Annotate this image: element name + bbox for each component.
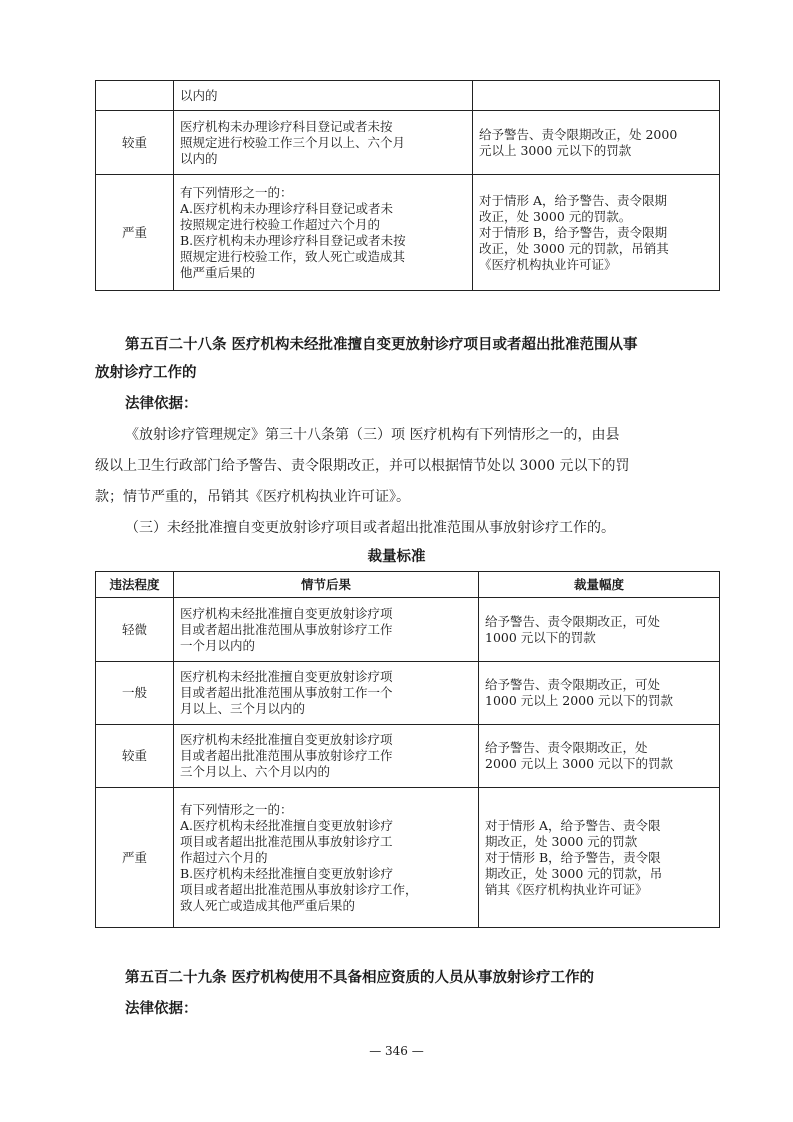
circumstance-line: A.医疗机构未经批准擅自变更放射诊疗 [180, 817, 394, 833]
penalty-line: 改正，处 3000 元的罚款，吊销其 [479, 240, 669, 256]
circumstance-line: 照规定进行校验工作三个月以上、六个月 [180, 134, 406, 150]
violation-level-cell: 严重 [96, 175, 174, 291]
circumstance-line: 医疗机构未经批准擅自变更放射诊疗项 [180, 732, 393, 747]
article-528-item-3: （三）未经批准擅自变更放射诊疗项目或者超出批准范围从事放射诊疗工作的。 [125, 520, 615, 536]
table-row [96, 662, 720, 725]
penalty-line: 销其《医疗机构执业许可证》 [485, 881, 648, 897]
penalty-line: 对于情形 B，给予警告，责令限期 [479, 224, 668, 240]
penalty-line: 对于情形 B，给予警告，责令限 [485, 849, 661, 865]
article-529-heading: 第五百二十九条 医疗机构使用不具备相应资质的人员从事放射诊疗工作的 [125, 970, 595, 986]
table-row [96, 175, 720, 291]
penalty-line: 给予警告、责令限期改正，可处 [485, 677, 661, 692]
table-title: 裁量标准 [367, 549, 426, 565]
penalty-line: 元以上 3000 元以下的罚款 [479, 142, 632, 158]
circumstance-line: 医疗机构未经批准擅自变更放射诊疗项 [180, 605, 393, 621]
penalty-line: 《医疗机构执业许可证》 [479, 256, 617, 272]
article-528-paragraph-line1: 《放射诊疗管理规定》第三十八条第（三）项 医疗机构有下列情形之一的，由县 [125, 427, 620, 443]
table-row [96, 81, 720, 111]
circumstance-line: 项目或者超出批准范围从事放射诊疗工作， [180, 881, 418, 897]
penalty-line: 对于情形 A，给予警告、责令限 [485, 817, 661, 833]
table-row [96, 598, 720, 662]
circumstance-line: A.医疗机构未办理诊疗科目登记或者未 [180, 200, 394, 216]
header-penalty-range: 裁量幅度 [479, 572, 720, 598]
penalty-line: 1000 元以下的罚款 [485, 629, 596, 645]
table-row [96, 111, 720, 175]
circumstances-cell [174, 788, 479, 928]
circumstance-line: 以内的 [180, 150, 218, 166]
penalty-line: 1000 元以上 2000 元以下的罚款 [485, 693, 674, 708]
penalty-cell [473, 81, 720, 111]
circumstance-line: 项目或者超出批准范围从事放射诊疗工 [180, 833, 393, 849]
penalty-line: 期改正，处 3000 元的罚款，吊 [485, 865, 663, 881]
penalty-cell [473, 111, 720, 175]
table-row [96, 788, 720, 928]
circumstance-line: 目或者超出批准范围从事放射诊疗工作 [180, 748, 393, 763]
penalty-line: 给予警告、责令限期改正，可处 [485, 613, 661, 629]
circumstance-line: B.医疗机构未经批准擅自变更放射诊疗 [180, 865, 394, 881]
article-528-basis-label: 法律依据： [125, 396, 198, 412]
penalty-line: 2000 元以上 3000 元以下的罚款 [485, 756, 674, 771]
penalty-cell [479, 725, 720, 788]
article-528-paragraph-line2: 级以上卫生行政部门给予警告、责令限期改正，并可以根据情节处以 3000 元以下的罚 [95, 458, 630, 474]
penalty-cell [479, 662, 720, 725]
violation-level-cell: 严重 [96, 788, 174, 928]
discretion-standard-table [95, 571, 720, 928]
penalty-line: 给予警告、责令限期改正，处 [485, 740, 648, 755]
table-header-row [96, 572, 720, 598]
circumstance-line: 医疗机构未经批准擅自变更放射诊疗项 [180, 669, 393, 684]
violation-level-cell: 一般 [96, 662, 174, 725]
penalty-table-continued [95, 80, 720, 291]
circumstance-line: 医疗机构未办理诊疗科目登记或者未按 [180, 118, 393, 134]
circumstance-line: 致人死亡或造成其他严重后果的 [180, 897, 356, 913]
circumstance-line: 照规定进行校验工作，致人死亡或造成其 [180, 248, 406, 264]
article-528-heading-line2: 放射诊疗工作的 [95, 365, 197, 381]
circumstances-cell [174, 175, 473, 291]
circumstance-line: 按照规定进行校验工作超过六个月的 [180, 216, 381, 232]
penalty-cell [479, 598, 720, 662]
article-528-paragraph-line3: 款；情节严重的，吊销其《医疗机构执业许可证》。 [95, 489, 410, 505]
circumstance-line: 一个月以内的 [180, 637, 256, 653]
article-529-basis-label: 法律依据： [125, 1001, 198, 1017]
violation-level-cell: 较重 [96, 725, 174, 788]
circumstance-line: B.医疗机构未办理诊疗科目登记或者未按 [180, 232, 406, 248]
circumstance-line: 三个月以上、六个月以内的 [180, 764, 331, 779]
circumstance-line: 月以上、三个月以内的 [180, 701, 306, 716]
circumstances-cell [174, 598, 479, 662]
penalty-cell [479, 788, 720, 928]
circumstances-cell [174, 725, 479, 788]
article-528-heading-line1: 第五百二十八条 医疗机构未经批准擅自变更放射诊疗项目或者超出批准范围从事 [125, 337, 638, 353]
penalty-line: 期改正，处 3000 元的罚款 [485, 833, 638, 849]
penalty-line: 对于情形 A，给予警告、责令限期 [479, 192, 668, 208]
table-row [96, 725, 720, 788]
circumstance-line: 以内的 [180, 87, 218, 103]
circumstance-line: 有下列情形之一的： [180, 184, 293, 200]
violation-level-cell: 轻微 [96, 598, 174, 662]
penalty-line: 改正，处 3000 元的罚款。 [479, 208, 632, 224]
header-violation-degree: 违法程度 [96, 572, 174, 598]
page-number: — 346 — [369, 1044, 424, 1058]
circumstance-line: 有下列情形之一的： [180, 801, 293, 817]
circumstances-cell [174, 662, 479, 725]
circumstance-line: 目或者超出批准范围从事放射诊疗工作 [180, 621, 393, 637]
circumstances-cell [174, 111, 473, 175]
penalty-cell [473, 175, 720, 291]
penalty-line: 给予警告、责令限期改正，处 2000 [479, 126, 678, 142]
circumstance-line: 作超过六个月的 [180, 849, 268, 865]
circumstance-line: 他严重后果的 [180, 264, 256, 280]
header-circumstances: 情节后果 [174, 572, 479, 598]
circumstance-line: 目或者超出批准范围从事放射工作一个 [180, 685, 393, 700]
circumstances-cell [174, 81, 473, 111]
violation-level-cell: 较重 [96, 111, 174, 175]
violation-level-cell [96, 81, 174, 111]
